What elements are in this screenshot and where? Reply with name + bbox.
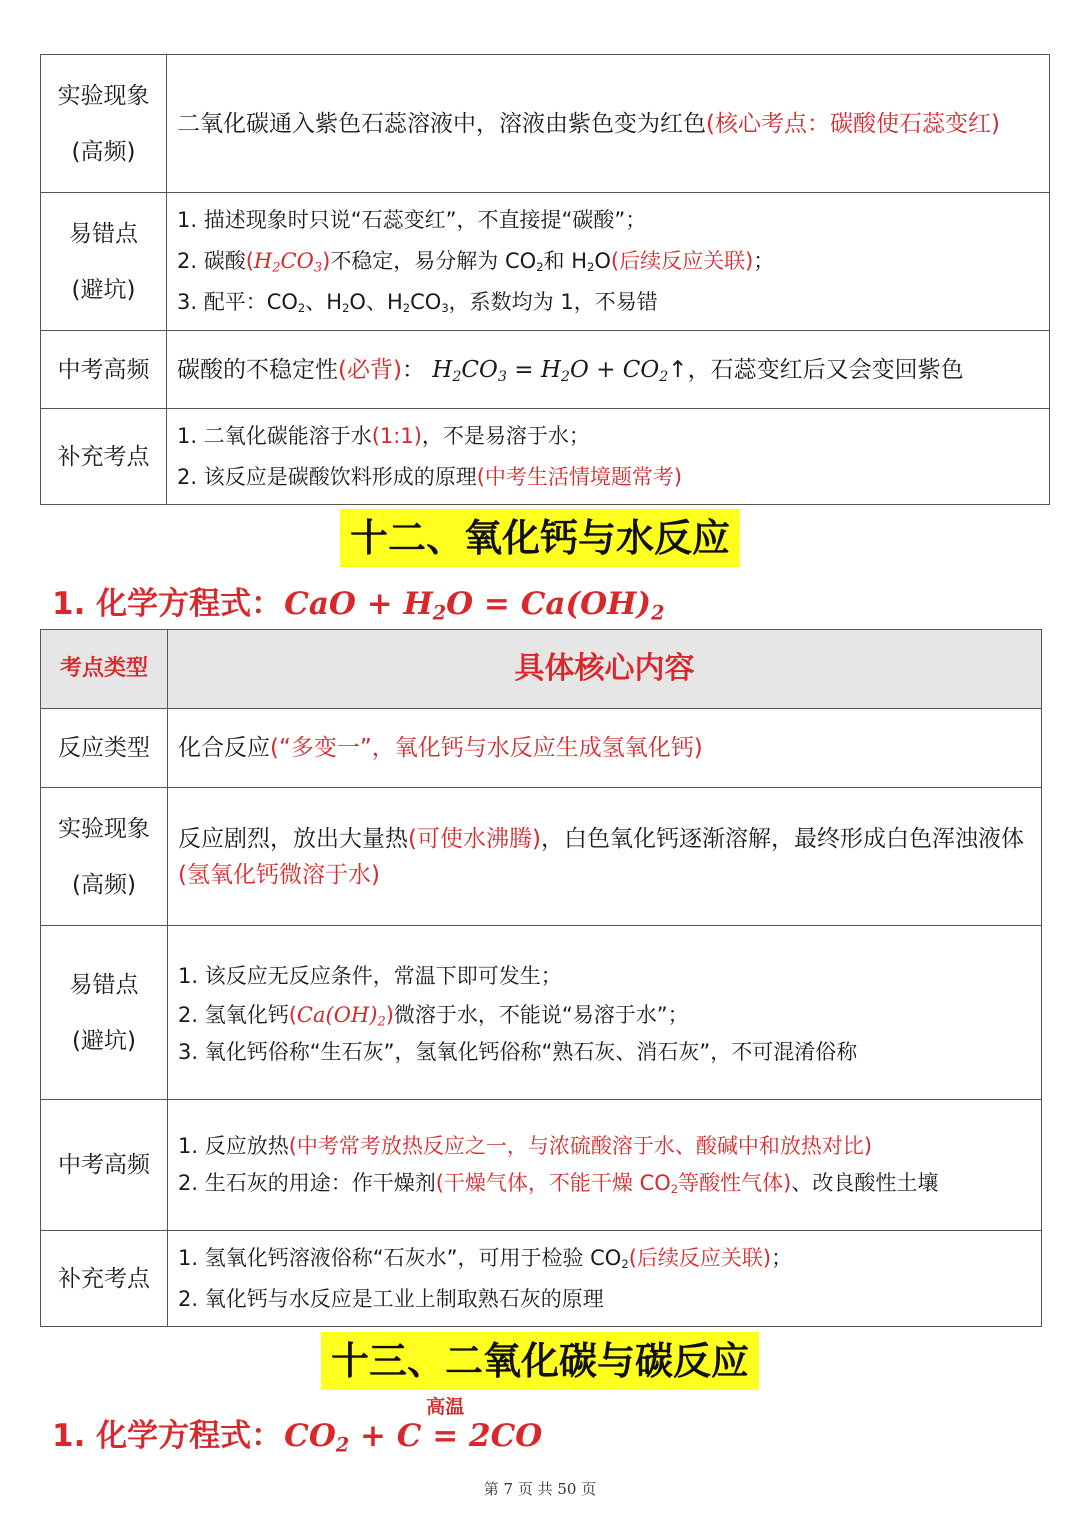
- row-content: 1. 反应放热(中考常考放热反应之一，与浓硫酸溶于水、酸碱中和放热对比) 2. 生石灰的用途：作干燥剂(干燥气体，不能干燥 $CO_2$等酸性气体)、改良酸性土壤: [168, 1100, 1042, 1231]
- table-row: [41, 331, 1050, 409]
- table-row: [41, 788, 1042, 926]
- h2co3-formula: $(H_2CO_3)$: [245, 249, 331, 276]
- table-row: [41, 926, 1042, 1100]
- reaction-condition: 高温 =: [426, 1396, 465, 1454]
- row-label-pitfalls: 易错点 (避坑): [41, 193, 167, 331]
- decomposition-equation: $H_2CO_3 = H_2O + CO_2$: [432, 356, 669, 385]
- table-row: [41, 1231, 1042, 1327]
- row-content: 1. 氢氧化钙溶液俗称“石灰水”，可用于检验 $CO_2$(后续反应关联)； 2. 氧化钙与水反应是工业上制取熟石灰的原理: [168, 1231, 1042, 1327]
- chemical-equation: 1. 化学方程式：$CO_2 + C$ 高温 = 2CO: [52, 1396, 543, 1457]
- row-content: 1. 描述现象时只说“石蕊变红”，不直接提“碳酸”； 2. 碳酸$(H_2CO_3)$不稳定，易分解为 $CO_2$和 $H_2O$(后续反应关联)； 3. 配平：$CO_2$、$H_2O$、$H_2CO_3$，系数均为 1，不易错: [167, 193, 1050, 331]
- row-label-supplement: 补充考点: [41, 1231, 168, 1327]
- table-carbonic-acid: [40, 54, 1050, 505]
- row-label-phenomenon: 实验现象 (高频): [41, 788, 168, 926]
- row-label-reaction-type: 反应类型: [41, 709, 168, 788]
- table-row: [41, 709, 1042, 788]
- page-footer: 第 7 页 共 50 页: [483, 1480, 597, 1498]
- column-header-type: 考点类型: [41, 630, 168, 709]
- row-content: 1. 该反应无反应条件，常温下即可发生； 2. 氢氧化钙$(Ca(OH)_2)$微溶于水，不能说“易溶于水”； 3. 氧化钙俗称“生石灰”，氢氧化钙俗称“熟石灰、消石灰”，不可混淆俗称: [168, 926, 1042, 1100]
- table-row: [41, 409, 1050, 505]
- row-label-exam-freq: 中考高频: [41, 331, 167, 409]
- row-label-phenomenon: 实验现象 (高频): [41, 55, 167, 193]
- section-title: 十二、氧化钙与水反应: [340, 509, 740, 567]
- equation-formula: CaO + $H_2O = Ca(OH)_2$: [284, 586, 665, 625]
- row-content: 碳酸的不稳定性(必背)： $H_2CO_3 = H_2O$ + $CO_2↑$，石蕊变红后又会变回紫色: [167, 331, 1050, 409]
- equation-formula: $CO_2 + C$ 高温 = 2CO: [284, 1396, 543, 1457]
- column-header-content: 具体核心内容: [168, 630, 1042, 709]
- section-title: 十三、二氧化碳与碳反应: [321, 1332, 759, 1390]
- table-header-row: [41, 630, 1042, 709]
- chemical-equation: 1. 化学方程式：CaO + $H_2O = Ca(OH)_2$: [52, 586, 665, 625]
- row-content: 反应剧烈，放出大量热(可使水沸腾)，白色氧化钙逐渐溶解，最终形成白色浑浊液体(氢氧化钙微溶于水): [168, 788, 1042, 926]
- row-content: 化合反应(“多变一”，氧化钙与水反应生成氢氧化钙): [168, 709, 1042, 788]
- row-label-supplement: 补充考点: [41, 409, 167, 505]
- table-row: [41, 1100, 1042, 1231]
- row-label-pitfalls: 易错点 (避坑): [41, 926, 168, 1100]
- row-content: 二氧化碳通入紫色石蕊溶液中，溶液由紫色变为红色(核心考点：碳酸使石蕊变红): [167, 55, 1050, 193]
- table-row: [41, 193, 1050, 331]
- table-row: [41, 55, 1050, 193]
- row-content: 1. 二氧化碳能溶于水(1:1)，不是易溶于水； 2. 该反应是碳酸饮料形成的原理(中考生活情境题常考): [167, 409, 1050, 505]
- row-label-exam-freq: 中考高频: [41, 1100, 168, 1231]
- table-cao-water: [40, 629, 1042, 1327]
